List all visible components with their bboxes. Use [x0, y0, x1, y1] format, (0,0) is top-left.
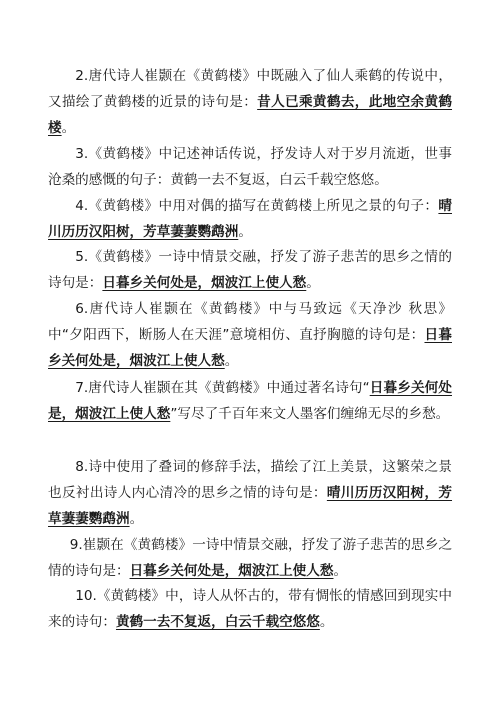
question-answer: 晴川历历汉阳树，芳草萋萋鹦鹉洲: [48, 198, 452, 240]
question-prompt: 5.《黄鹤楼》一诗中情景交融，抒发了游子悲苦的思乡之情的诗句是：: [48, 249, 452, 291]
question-end: 。: [333, 563, 348, 579]
question-prompt: 8.诗中使用了叠词的修辞手法，描绘了江上美景，这繁荣之景也反衬出诗人内心清冷的思乡之情的诗句是：: [48, 459, 452, 501]
question-prompt: 3.《黄鹤楼》中记述神话传说，抒发诗人对于岁月流逝，世事沧桑的感慨的句子：黄鹤一去不复返，白云千载空悠悠。: [48, 146, 452, 188]
question-2: [48, 63, 452, 141]
question-7: [48, 375, 452, 427]
question-9: [48, 532, 452, 584]
question-end: 。: [319, 614, 334, 630]
question-prompt: 9.崔颢在《黄鹤楼》一诗中情景交融，抒发了游子悲苦的思乡之情的诗句是：: [48, 537, 452, 579]
question-end: 。: [238, 224, 252, 240]
question-answer: 日暮乡关何处是，烟波江上使人愁: [102, 275, 307, 291]
question-end: ”写尽了千百年来文人墨客们缠绵无尽的乡愁。: [170, 406, 450, 422]
question-6: [48, 296, 452, 374]
question-end: 。: [129, 511, 144, 527]
question-10: [48, 583, 452, 635]
question-end: 。: [224, 353, 239, 369]
question-prompt: 6.唐代诗人崔颢在《黄鹤楼》中与马致远《天净沙 秋思》中“夕阳西下，断肠人在天涯”意境相仿、直抒胸臆的诗句是：: [48, 301, 452, 343]
question-5: [48, 244, 452, 296]
question-answer: 昔人已乘黄鹤去，此地空余黄鹤楼: [48, 94, 453, 136]
question-answer: 晴川历历汉阳树，芳草萋萋鹦鹉洲: [48, 485, 453, 527]
question-4: [48, 193, 452, 245]
question-answer: 日暮乡关何处是，烟波江上使人愁: [129, 563, 334, 579]
question-prompt: 10.《黄鹤楼》中，诗人从怀古的，带有惆怅的情感回到现实中来的诗句：: [48, 588, 452, 630]
question-prompt: 7.唐代诗人崔颢在其《黄鹤楼》中通过著名诗句“: [75, 380, 370, 396]
question-prompt: 4.《黄鹤楼》中用对偶的描写在黄鹤楼上所见之景的句子：: [75, 198, 439, 214]
question-end: 。: [306, 275, 320, 291]
question-8: [48, 454, 452, 532]
question-answer: 日暮乡关何处是，烟波江上使人愁: [48, 380, 452, 422]
question-prompt: 2.唐代诗人崔颢在《黄鹤楼》中既融入了仙人乘鹤的传说中，又描绘了黄鹤楼的近景的诗句是：: [48, 68, 452, 110]
question-answer: 黄鹤一去不复返，白云千载空悠悠: [115, 614, 320, 630]
question-3: [48, 141, 452, 193]
question-end: 。: [61, 120, 76, 136]
question-answer: 日暮乡关何处是，烟波江上使人愁: [48, 327, 452, 369]
